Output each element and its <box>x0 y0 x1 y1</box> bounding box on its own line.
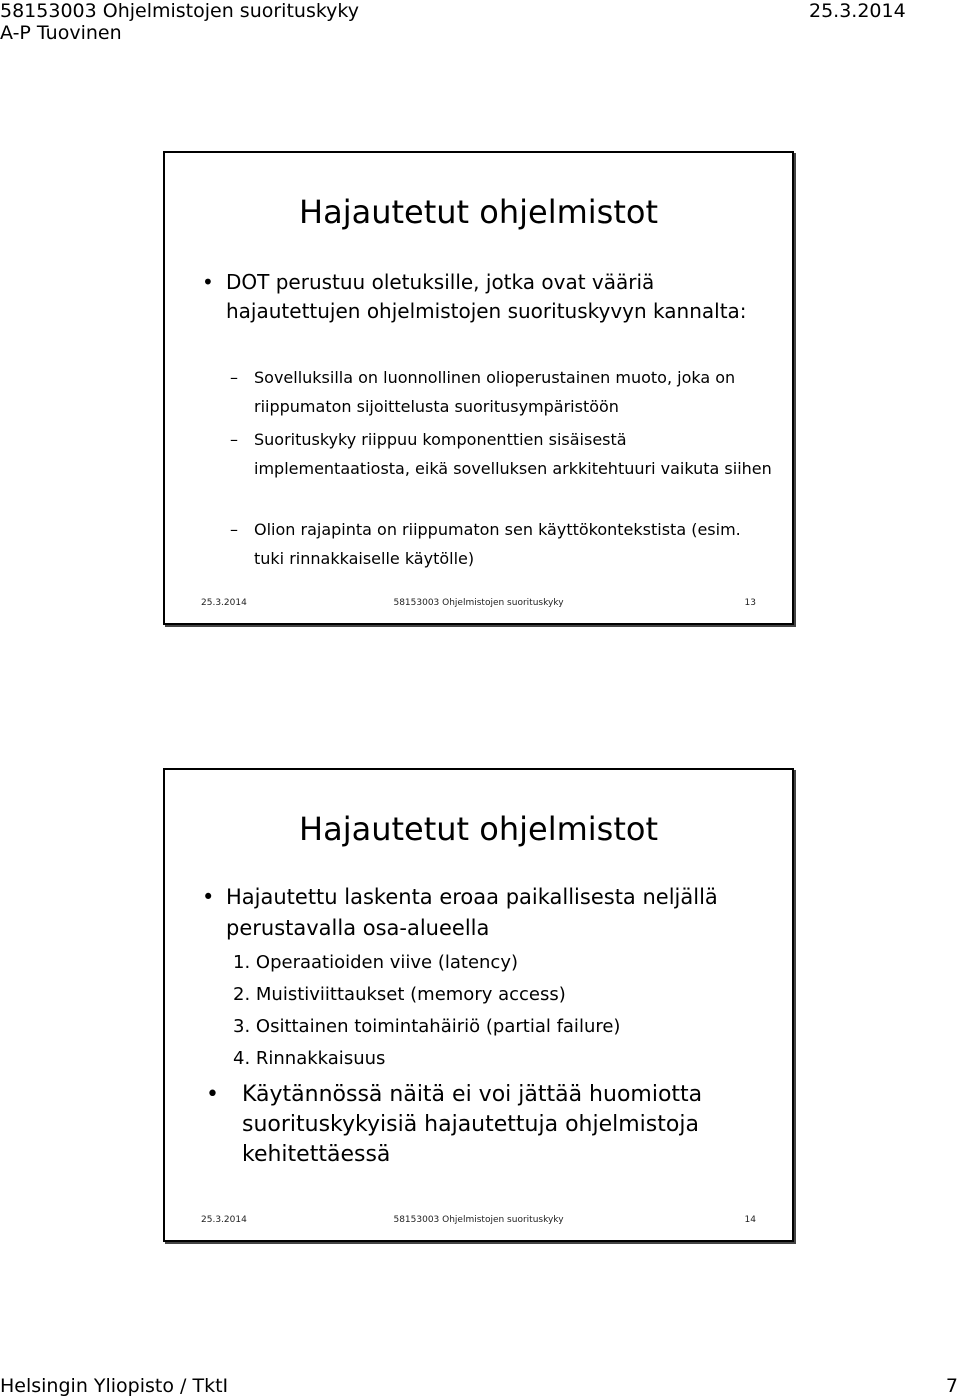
sub-item: – Olion rajapinta on riippumaton sen käyttökontekstista (esim. tuki rinnakkaiselle käytölle) <box>254 516 774 573</box>
slide-14 <box>163 768 794 1242</box>
bullet-item: • Käytännössä näitä ei voi jättää huomiotta suorituskykyisiä hajautettuja ohjelmistoja kehitettäessä <box>242 1080 782 1170</box>
page-number: 7 <box>945 1375 958 1397</box>
slide-footer-date: 25.3.2014 <box>201 1215 247 1225</box>
sub-item: – Sovelluksilla on luonnollinen olioperustainen muoto, joka on riippumaton sijoittelusta suoritusympäristöön <box>254 364 774 421</box>
slide-title: Hajautetut ohjelmistot <box>299 193 658 231</box>
bullet-item: • DOT perustuu oletuksille, jotka ovat vääriä hajautettujen ohjelmistojen suorituskyvyn kannalta: <box>226 268 786 326</box>
slide-footer-course: 58153003 Ohjelmistojen suorituskyky <box>393 1215 564 1225</box>
page-header <box>0 0 359 44</box>
slide-number: 13 <box>744 598 756 608</box>
slide-13 <box>163 151 794 625</box>
header-date: 25.3.2014 <box>809 0 906 22</box>
slide-number: 14 <box>744 1215 756 1225</box>
numbered-item: 3. Osittainen toimintahäiriö (partial failure) <box>233 1016 621 1037</box>
bullet-item: • Hajautettu laskenta eroaa paikallisesta neljällä perustavalla osa-alueella <box>226 882 786 944</box>
footer-organization: Helsingin Yliopisto / TktI <box>0 1375 229 1397</box>
slide-footer-date: 25.3.2014 <box>201 598 247 608</box>
numbered-item: 4. Rinnakkaisuus <box>233 1048 386 1069</box>
numbered-item: 2. Muistiviittaukset (memory access) <box>233 984 566 1005</box>
numbered-item: 1. Operaatioiden viive (latency) <box>233 952 518 973</box>
sub-item: – Suorituskyky riippuu komponenttien sisäisestä implementaatiosta, eikä sovelluksen arkkitehtuuri vaikuta siihen <box>254 426 774 483</box>
header-course: 58153003 Ohjelmistojen suorituskyky <box>0 0 359 22</box>
header-author: A-P Tuovinen <box>0 22 122 44</box>
slide-footer-course: 58153003 Ohjelmistojen suorituskyky <box>393 598 564 608</box>
slide-title: Hajautetut ohjelmistot <box>299 810 658 848</box>
